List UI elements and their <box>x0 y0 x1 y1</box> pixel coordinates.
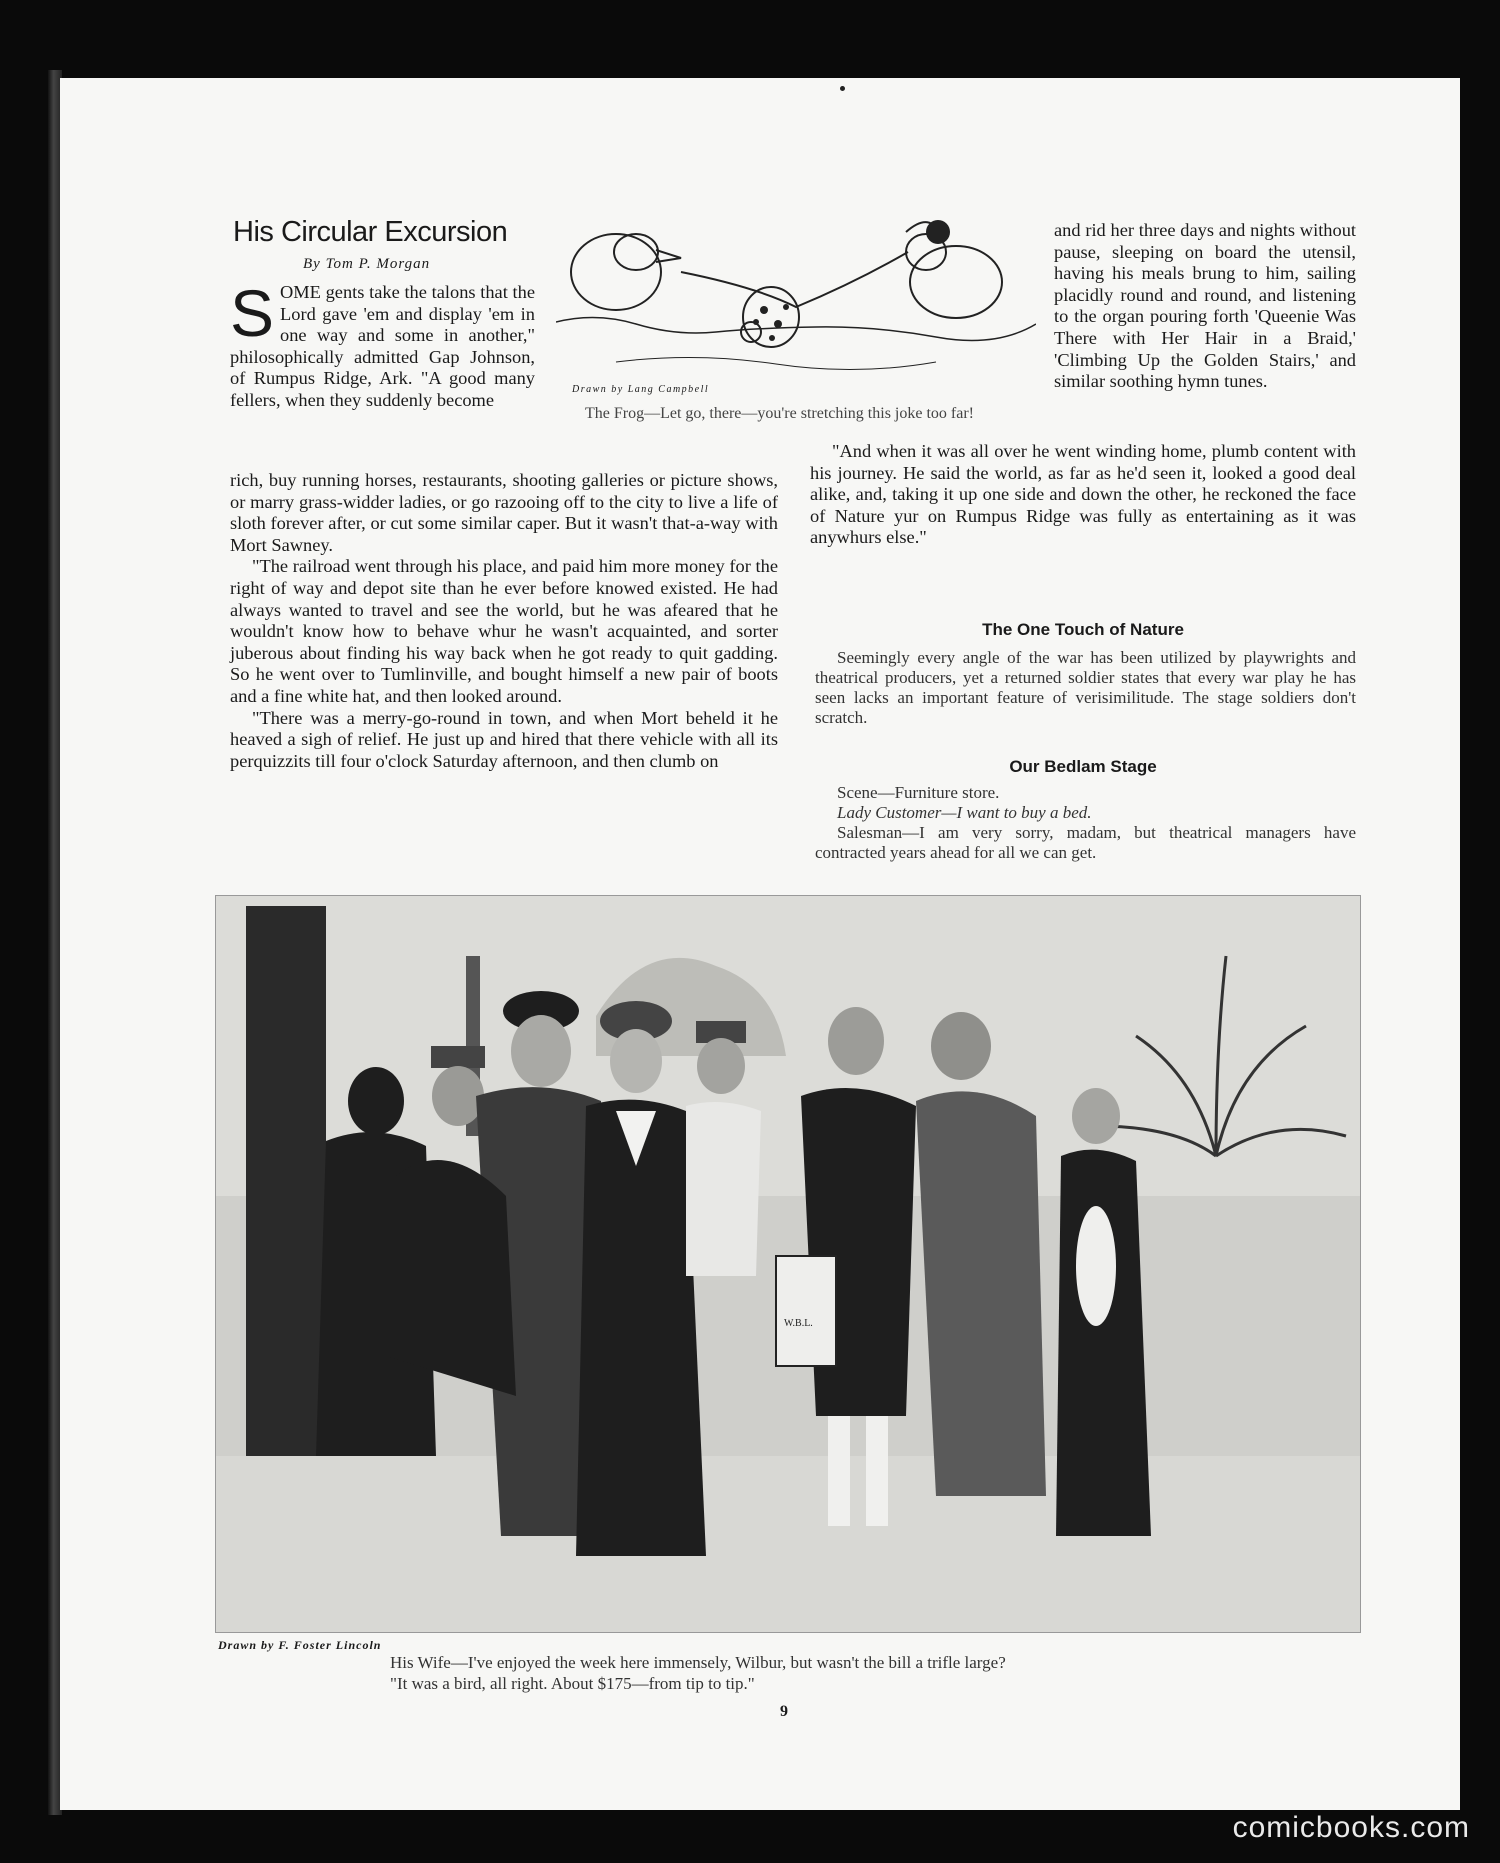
frog-caption: The Frog—Let go, there—you're stretching this joke too far! <box>585 405 974 422</box>
caption-line: "It was a bird, all right. About $175—from tip to tip." <box>390 1674 755 1693</box>
illustration-caption <box>390 1652 1290 1694</box>
paragraph: and rid her three days and nights without pause, sleeping on board the utensil, having his meals brung to him, sailing placidly round and round, and listening to the organ pouring forth 'Queenie Was There with Her Hair in a Braid,' 'Climbing Up the Golden Stairs,' and similar soothing hymn tunes. <box>1054 220 1356 392</box>
page-number: 9 <box>780 1703 788 1720</box>
site-watermark: comicbooks.com <box>1232 1811 1470 1844</box>
article-column-left <box>230 470 778 772</box>
paragraph: Salesman—I am very sorry, madam, but theatrical managers have contracted years ahead for all we can get. <box>815 823 1356 862</box>
paragraph: "And when it was all over he went winding home, plumb content with his journey. He said the world, as far as he'd seen it, looked a good deal alike, and, taking it up one side and down the other, he reckoned the face of Nature yur on Rumpus Ridge was fully as entertaining as it was anywhurs else." <box>810 441 1356 548</box>
paragraph: "There was a merry-go-round in town, and when Mort beheld it he heaved a sigh of relief. He just up and hired that there vehicle with all its perquizzits till four o'clock Saturday afternoon, and then clumb on <box>230 707 778 771</box>
opening-text: OME gents take the talons that the Lord gave 'em and display 'em in one way and some in another," philosophically admitted Gap Johnson, of Rumpus Ridge, Ark. "A good many fellers, when they suddenly become <box>230 282 535 410</box>
paragraph: "The railroad went through his place, and paid him more money for the right of way and depot site than he ever before knowed existed. He had always wanted to travel and see the world, but he was afeared that he wouldn't know how to behave whur he wasn't acquainted, and sorter juberous about finding his way back when he got ready to quit gadding. So he went over to Tumlinville, and bought himself a new pair of boots and a fine white hat, and then looked around. <box>230 556 778 706</box>
one-touch-body <box>815 648 1356 728</box>
illustration-credit: Drawn by F. Foster Lincoln <box>218 1638 382 1652</box>
article-byline: By Tom P. Morgan <box>303 256 431 272</box>
one-touch-heading: The One Touch of Nature <box>982 620 1184 639</box>
caption-line: His Wife—I've enjoyed the week here immensely, Wilbur, but wasn't the bill a trifle large? <box>390 1653 1006 1672</box>
print-dot <box>840 86 845 91</box>
hotel-lobby-illustration <box>215 895 1361 1633</box>
article-opening <box>230 276 535 412</box>
article-column-right-top <box>1054 220 1356 393</box>
paragraph: Scene—Furniture store. <box>837 783 1000 802</box>
frog-cartoon <box>556 212 1036 377</box>
bedlam-heading: Our Bedlam Stage <box>1009 757 1157 776</box>
paragraph: Seemingly every angle of the war has been utilized by playwrights and theatrical producers, yet a returned soldier states that every war play he has seen lacks an important feature of verisimilitude. The stage soldiers don't scratch. <box>815 648 1356 727</box>
suitcase-label: W.B.L. <box>784 1318 813 1329</box>
frog-credit: Drawn by Lang Campbell <box>572 384 710 395</box>
bedlam-body <box>815 783 1356 863</box>
article-column-right <box>810 441 1356 549</box>
paragraph: Lady Customer—I want to buy a bed. <box>837 803 1092 822</box>
article-title: His Circular Excursion <box>233 216 508 248</box>
drop-cap: S <box>230 276 275 350</box>
paragraph: rich, buy running horses, restaurants, shooting galleries or picture shows, or marry grass-widder ladies, or go razooing off to the city to live a life of sloth forever after, or cut some similar caper. But it wasn't that-a-way with Mort Sawney. <box>230 470 778 555</box>
